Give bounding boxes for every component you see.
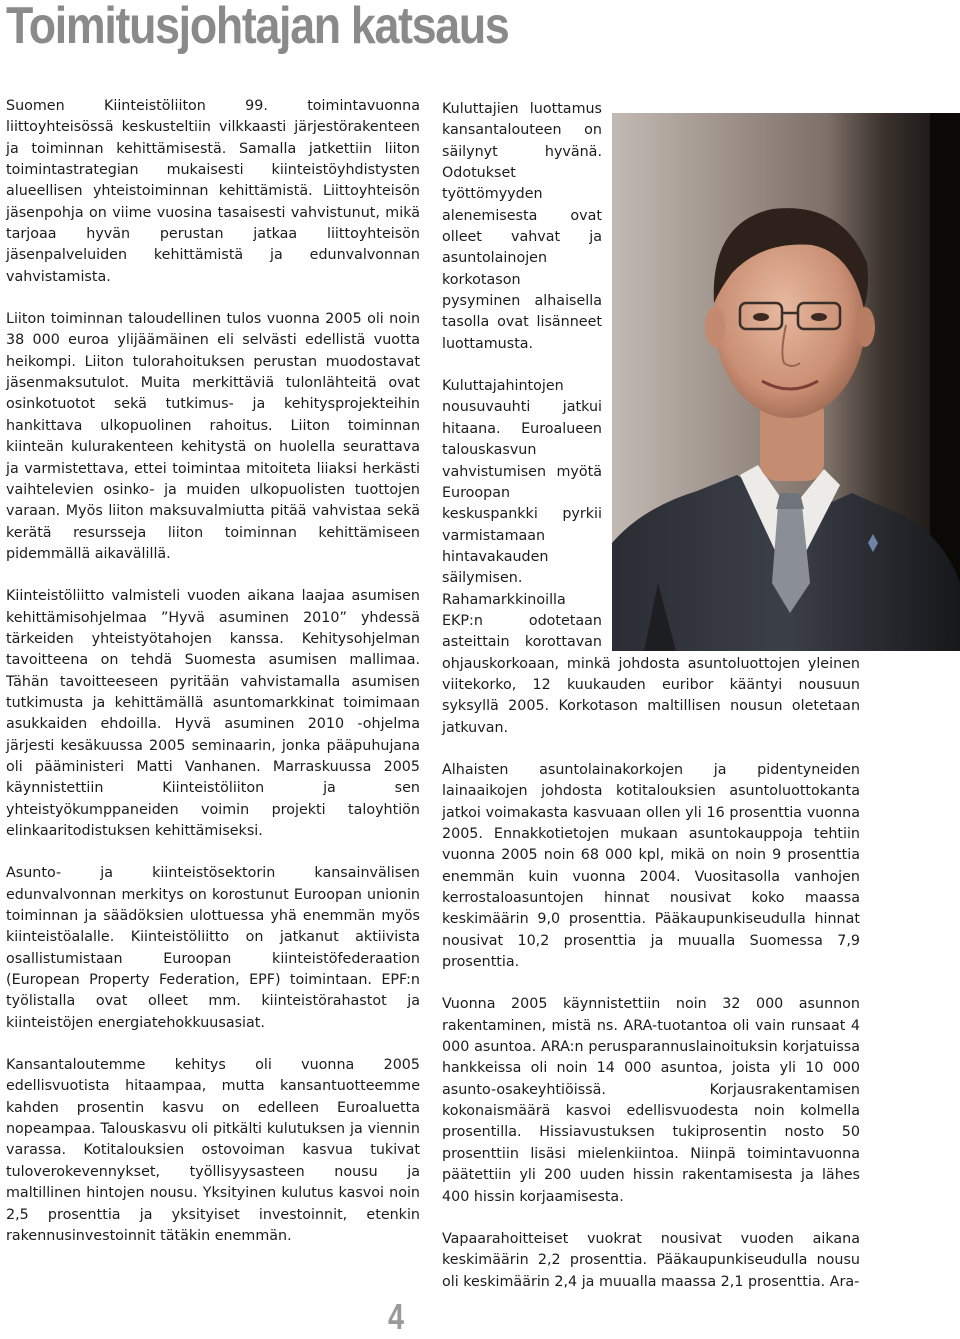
paragraph: Vuonna 2005 käynnistettiin noin 32 000 asunnon rakentaminen, mistä ns. ARA-tuotantoa oli vain runsaat 4 000 asuntoa. ARA:n perusparannuslainoituksin korjatuissa hankkeissa oli noin 14 000 asuntoa, joista yli 10 000 asunto-osakeyhtiöissä. Korjausrakentamisen kokonaismäärä kasvoi edellisvuodesta noin kolmella prosentilla. Hissiavustuksen tukiprosentin nosto 50 prosenttiin lisäsi mielenkiintoa. Niinpä toimintavuonna päätettiin yli 200 uuden hissin rakentamisesta ja lähes 400 hissin korjaamisesta. bbox=[442, 996, 860, 1205]
page-title: Toimitusjohtajan katsaus bbox=[6, 0, 509, 55]
right-text-column bbox=[442, 99, 860, 1314]
paragraph: Liiton toiminnan taloudellinen tulos vuonna 2005 oli noin 38 000 euroa ylijäämäinen eli selvästi edellistä vuotta heikompi. Liiton tulorahoituksen perustan muodostavat jäsenmaksutulot. Muita merkittäviä tulonlähteitä ovat osinkotuotot sekä tutkimus- ja kehitysprojekteihin hankittava ulkopuolinen rahoitus. Liiton toiminnan kiinteän kulurakenteen kehitystä on huolella seurattava ja varmistettava, ettei toimintaa mitoiteta liiaksi herkästi vaihtelevien osinko- ja muiden ulkopuolisten tuottojen varaan. Myös liiton maksuvalmiutta pitää vahvistaa sekä kerätä resursseja liiton toiminnan kehittämiseen pidemmällä aikavälillä. bbox=[6, 311, 420, 562]
paragraph: Kuluttajahintojen nousuvauhti jatkui hitaana. Euroalueen talouskasvun vahvistumisen myötä Euroopan keskuspankki pyrkii varmistamaan hintavakauden säilymisen. Rahamarkkinoilla EKP:n odotetaan asteittain korottavan ohjauskorkoaan, minkä johdosta asuntoluottojen yleinen viitekorko, 12 kuukauden euribor kääntyi nousuun syksyllä 2005. Korkotason maltillisen nousun oletetaan jatkuvan. bbox=[442, 378, 860, 736]
portrait-photo bbox=[612, 113, 960, 651]
paragraph: Kansantaloutemme kehitys oli vuonna 2005 edellisvuotista hitaampaa, mutta kansantuotteemme kahden prosentin kasvu on edelleen Euroaluetta nopeampaa. Talouskasvu oli pitkälti kulutuksen ja viennin varassa. Kotitalouksien ostovoiman kasvua tukivat tuloverokevennykset, työllisyysasteen nousu ja maltillinen hintojen nousu. Yksityinen kulutus kasvoi noin 2,5 prosenttia ja yksityiset investoinnit, etenkin rakennusinvestoinnit tätäkin enemmän. bbox=[6, 1057, 420, 1244]
paragraph: Suomen Kiinteistöliiton 99. toimintavuonna liittoyhteisössä keskusteltiin vilkkaasti järjestörakenteen ja toiminnan kehittämisestä. Samalla jatkettiin liiton toimintastrategian mukaisesti kiinteistöyhdistysten alueellisen yhteistoiminnan kehittämistä. Liittoyhteisön jäsenpohja on viime vuosina tasaisesti vahvistunut, mikä tarjoaa hyvän perustan jatkaa liittoyhteisön jäsenpalveluiden kehittämistä ja edunvalvonnan vahvistamista. bbox=[6, 98, 420, 285]
left-text-column bbox=[6, 96, 420, 1268]
paragraph: Kiinteistöliitto valmisteli vuoden aikana laajaa asumisen kehittämisohjelmaa ”Hyvä asuminen 2010” yhdessä tärkeiden yhteistyötahojen kanssa. Kehitysohjelman tavoitteena on tehdä Suomesta asumisen mallimaa. Tähän tavoitteeseen pyritään vahvistamalla asumisen tutkimusta ja kehittämällä asuntomarkkinat toimimaan asukkaiden ehdoilla. Hyvä asuminen 2010 -ohjelma järjesti kesäkuussa 2005 seminaarin, jonka pääpuhujana oli pääministeri Matti Vanhanen. Marraskuussa 2005 käynnistettiin Kiinteistöliiton ja sen yhteistyökumppaneiden voimin projekti taloyhtiön elinkaaritodistuksen kehittämiseksi. bbox=[6, 588, 420, 839]
paragraph: Asunto- ja kiinteistösektorin kansainvälisen edunvalvonnan merkitys on korostunut Euroopan unionin toiminnan ja säädöksien ulottuessa yhä enemmän myös kiinteistöalalle. Kiinteistöliitto on jatkanut aktiivista osallistumistaan Euroopan kiinteistöfederaation (European Property Federation, EPF) toimintaan. EPF:n työlistalla ovat olleet mm. kiinteistörahastot ja kiinteistöjen energiatehokkuusasiat. bbox=[6, 865, 420, 1031]
paragraph: Kuluttajien luottamus kansantalouteen on säilynyt hyvänä. Odotukset työttömyyden alenemisesta ovat olleet vahvat ja asuntolainojen korkotason pysyminen alhaisella tasolla ovat lisänneet luottamusta. bbox=[442, 101, 602, 352]
paragraph: Vapaarahoitteiset vuokrat nousivat vuoden aikana keskimäärin 2,2 prosenttia. Pääkaupunkiseudulla nousu oli keskimäärin 2,4 ja muualla maassa 2,1 prosenttia. Ara- bbox=[442, 1230, 860, 1290]
paragraph: Alhaisten asuntolainakorkojen ja pidentyneiden lainaaikojen johdosta kotitalouksien asuntoluottokanta jatkoi voimakasta kasvuaan ollen yli 16 prosenttia vuonna 2005. Ennakkotietojen mukaan asuntokauppoja tehtiin vuonna 2005 noin 68 000 kpl, mikä on noin 9 prosenttia enemmän kuin vuonna 2004. Vuositasolla vanhojen kerrostaloasuntojen hinnat nousivat koko maassa keskimäärin 9,0 prosenttia. Pääkaupunkiseudulla hinnat nousivat 10,2 prosenttia ja muualla Suomessa 7,9 prosenttia. bbox=[442, 761, 860, 971]
page-number: 4 bbox=[388, 1296, 405, 1337]
